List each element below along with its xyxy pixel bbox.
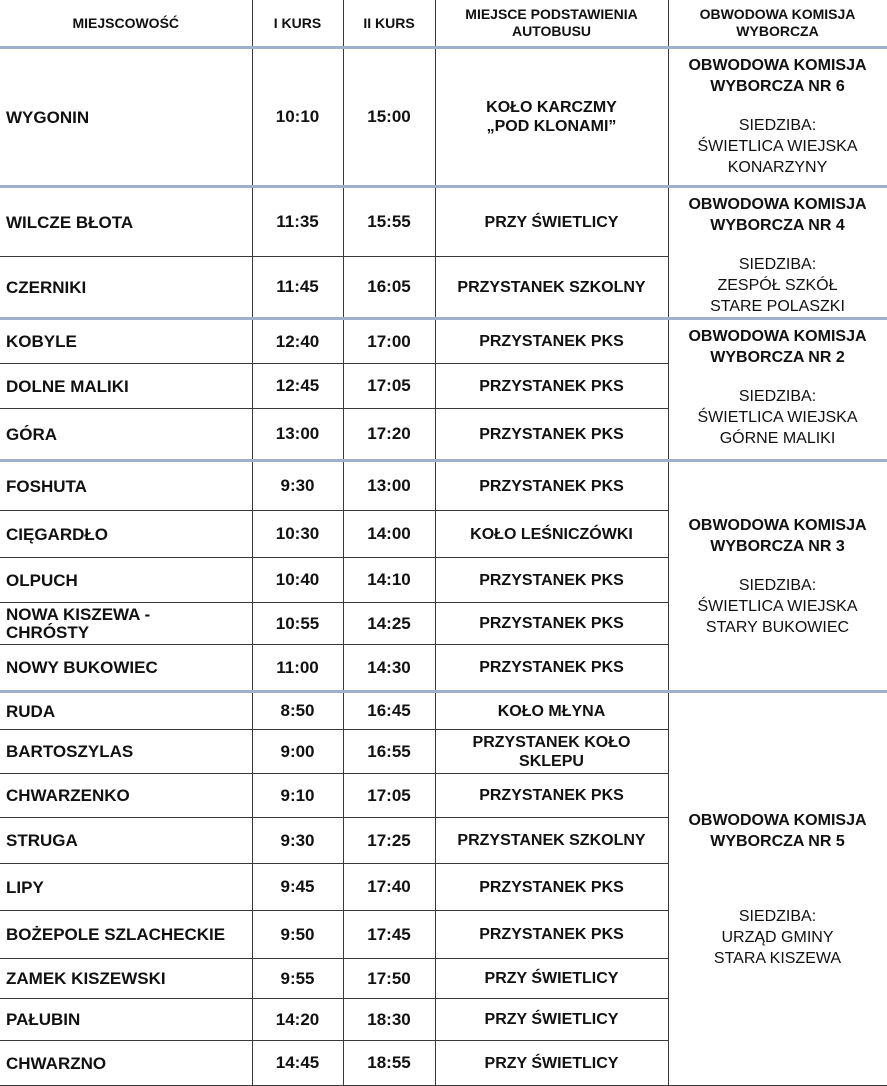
second-run-cell: 14:00 [343, 511, 435, 558]
first-run-cell: 9:30 [252, 818, 343, 864]
place-cell: WILCZE BŁOTA [0, 187, 252, 257]
commission-seat: SIEDZIBA: ŚWIETLICA WIEJSKA GÓRNE MALIKI [697, 388, 858, 447]
first-run-cell: 10:55 [252, 603, 343, 645]
bus-stop-cell: PRZY ŚWIETLICY [435, 1041, 668, 1086]
first-run-cell: 11:45 [252, 257, 343, 319]
bus-stop-cell: PRZYSTANEK PKS [435, 911, 668, 959]
second-run-cell: 17:05 [343, 774, 435, 818]
first-run-cell: 9:55 [252, 959, 343, 999]
first-run-cell: 12:45 [252, 364, 343, 409]
first-run-cell: 10:40 [252, 558, 343, 603]
place-cell: STRUGA [0, 818, 252, 864]
place-cell: LIPY [0, 864, 252, 911]
commission-seat: SIEDZIBA: ŚWIETLICA WIEJSKA KONARZYNY [697, 117, 858, 176]
commission-title: OBWODOWA KOMISJA WYBORCZA NR 3 [688, 516, 867, 555]
bus-stop-cell: PRZYSTANEK SZKOLNY [435, 818, 668, 864]
second-run-cell: 17:45 [343, 911, 435, 959]
commission-title: OBWODOWA KOMISJA WYBORCZA NR 5 [688, 811, 867, 850]
place-cell: RUDA [0, 692, 252, 730]
commission-cell [668, 692, 887, 1086]
header-second-run: II KURS [343, 0, 435, 48]
second-run-cell: 14:10 [343, 558, 435, 603]
first-run-cell: 14:20 [252, 999, 343, 1041]
bus-stop-cell: PRZY ŚWIETLICY [435, 187, 668, 257]
second-run-cell: 17:00 [343, 319, 435, 364]
place-cell: CHWARZENKO [0, 774, 252, 818]
first-run-cell: 9:45 [252, 864, 343, 911]
place-cell: ZAMEK KISZEWSKI [0, 959, 252, 999]
place-cell: NOWY BUKOWIEC [0, 645, 252, 692]
second-run-cell: 17:40 [343, 864, 435, 911]
table-row [0, 48, 887, 187]
second-run-cell: 17:05 [343, 364, 435, 409]
first-run-cell: 9:30 [252, 461, 343, 511]
second-run-cell: 14:25 [343, 603, 435, 645]
second-run-cell: 18:55 [343, 1041, 435, 1086]
place-cell: CHWARZNO [0, 1041, 252, 1086]
second-run-cell: 13:00 [343, 461, 435, 511]
first-run-cell: 9:50 [252, 911, 343, 959]
second-run-cell: 15:55 [343, 187, 435, 257]
header-bus-stop: MIEJSCE PODSTAWIENIA AUTOBUSU [435, 0, 668, 48]
bus-stop-cell: KOŁO MŁYNA [435, 692, 668, 730]
header-first-run: I KURS [252, 0, 343, 48]
table-row [0, 461, 887, 511]
second-run-cell: 17:20 [343, 409, 435, 461]
place-cell: OLPUCH [0, 558, 252, 603]
table-row [0, 187, 887, 257]
commission-title: OBWODOWA KOMISJA WYBORCZA NR 6 [688, 57, 867, 95]
second-run-cell: 16:45 [343, 692, 435, 730]
second-run-cell: 18:30 [343, 999, 435, 1041]
bus-stop-cell: PRZY ŚWIETLICY [435, 959, 668, 999]
first-run-cell: 9:00 [252, 730, 343, 774]
bus-stop-cell: PRZYSTANEK PKS [435, 558, 668, 603]
first-run-cell: 8:50 [252, 692, 343, 730]
header-place: MIEJSCOWOŚĆ [0, 0, 252, 48]
second-run-cell: 16:05 [343, 257, 435, 319]
commission-title: OBWODOWA KOMISJA WYBORCZA NR 2 [688, 328, 867, 366]
commission-cell [668, 48, 887, 187]
commission-seat: SIEDZIBA: ŚWIETLICA WIEJSKA STARY BUKOWIEC [697, 576, 858, 636]
bus-stop-cell: PRZYSTANEK PKS [435, 409, 668, 461]
bus-stop-cell: PRZYSTANEK PKS [435, 774, 668, 818]
bus-stop-cell: PRZYSTANEK PKS [435, 645, 668, 692]
place-cell: WYGONIN [0, 48, 252, 187]
place-cell: DOLNE MALIKI [0, 364, 252, 409]
commission-cell [668, 187, 887, 319]
first-run-cell: 10:30 [252, 511, 343, 558]
place-cell: GÓRA [0, 409, 252, 461]
first-run-cell: 12:40 [252, 319, 343, 364]
place-cell: BARTOSZYLAS [0, 730, 252, 774]
first-run-cell: 10:10 [252, 48, 343, 187]
bus-stop-cell: KOŁO KARCZMY „POD KLONAMI” [435, 48, 668, 187]
second-run-cell: 16:55 [343, 730, 435, 774]
commission-seat: SIEDZIBA: URZĄD GMINY STARA KISZEWA [713, 907, 842, 967]
place-cell: CZERNIKI [0, 257, 252, 319]
place-cell: CIĘGARDŁO [0, 511, 252, 558]
commission-seat: SIEDZIBA: ZESPÓŁ SZKÓŁ STARE POLASZKI [710, 256, 845, 315]
place-cell: NOWA KISZEWA - CHRÓSTY [0, 603, 252, 645]
bus-stop-cell: KOŁO LEŚNICZÓWKI [435, 511, 668, 558]
second-run-cell: 15:00 [343, 48, 435, 187]
place-cell: BOŻEPOLE SZLACHECKIE [0, 911, 252, 959]
place-cell: PAŁUBIN [0, 999, 252, 1041]
table-row [0, 692, 887, 730]
bus-stop-cell: PRZYSTANEK PKS [435, 603, 668, 645]
bus-stop-cell: PRZYSTANEK PKS [435, 864, 668, 911]
table-row [0, 319, 887, 364]
bus-stop-cell: PRZYSTANEK PKS [435, 364, 668, 409]
header-commission: OBWODOWA KOMISJA WYBORCZA [668, 0, 887, 48]
commission-cell [668, 461, 887, 692]
bus-stop-cell: PRZYSTANEK PKS [435, 461, 668, 511]
second-run-cell: 17:50 [343, 959, 435, 999]
bus-stop-cell: PRZYSTANEK PKS [435, 319, 668, 364]
first-run-cell: 9:10 [252, 774, 343, 818]
place-cell: KOBYLE [0, 319, 252, 364]
second-run-cell: 17:25 [343, 818, 435, 864]
second-run-cell: 14:30 [343, 645, 435, 692]
bus-stop-cell: PRZYSTANEK KOŁO SKLEPU [435, 730, 668, 774]
bus-stop-cell: PRZYSTANEK SZKOLNY [435, 257, 668, 319]
bus-stop-cell: PRZY ŚWIETLICY [435, 999, 668, 1041]
header-row [0, 0, 887, 48]
first-run-cell: 13:00 [252, 409, 343, 461]
first-run-cell: 11:35 [252, 187, 343, 257]
commission-cell [668, 319, 887, 461]
first-run-cell: 11:00 [252, 645, 343, 692]
place-cell: FOSHUTA [0, 461, 252, 511]
commission-title: OBWODOWA KOMISJA WYBORCZA NR 4 [688, 196, 867, 234]
first-run-cell: 14:45 [252, 1041, 343, 1086]
